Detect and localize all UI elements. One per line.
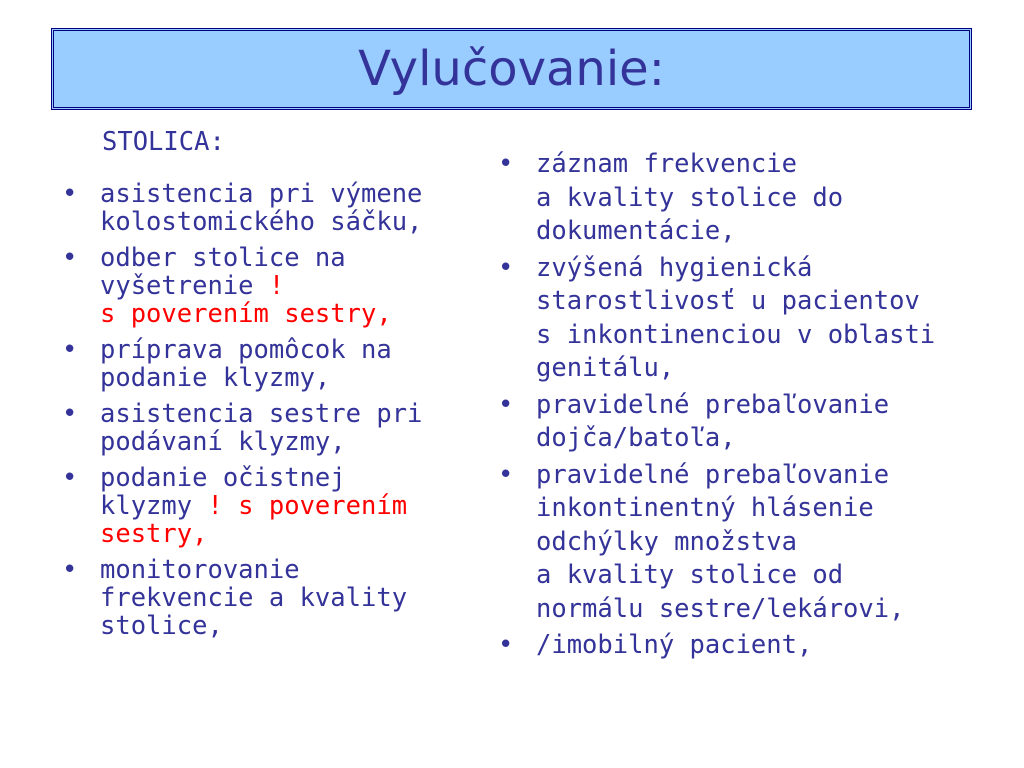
item-line: [100, 464, 482, 492]
bullet-icon: •: [62, 399, 78, 429]
item-line: [100, 208, 482, 236]
item-line: [536, 422, 978, 456]
item-text: zvýšená hygienická: [536, 252, 813, 283]
item-text: pravidelné prebaľovanie: [536, 459, 890, 490]
item-text: asistencia sestre pri: [100, 399, 423, 429]
bullet-icon: •: [62, 555, 78, 585]
right-list-item: [498, 629, 978, 663]
item-line: [536, 182, 978, 216]
item-line: [100, 244, 482, 272]
item-text: monitorovanie: [100, 555, 300, 585]
item-line: [100, 612, 482, 640]
item-text: kolostomického sáčku,: [100, 207, 423, 237]
highlight-text: sestry,: [100, 519, 208, 549]
item-text: a kvality stolice do: [536, 182, 844, 213]
bullet-icon: •: [62, 335, 78, 365]
title-box: [51, 28, 972, 110]
item-line: [536, 252, 978, 286]
right-list-item: [498, 148, 978, 249]
item-line: [100, 364, 482, 392]
bullet-icon: •: [498, 149, 514, 179]
highlight-text: s poverením sestry,: [100, 299, 392, 329]
section-heading: STOLICA:: [102, 127, 225, 157]
item-text: záznam frekvencie: [536, 149, 797, 179]
item-line: [536, 629, 978, 663]
item-text: odber stolice na: [100, 243, 346, 273]
left-list-item: [62, 556, 482, 640]
bullet-icon: •: [62, 243, 78, 273]
item-line: [536, 459, 978, 493]
bullet-icon: •: [498, 630, 514, 660]
item-text: stolice,: [100, 611, 223, 641]
item-line: [536, 215, 978, 249]
item-line: [100, 492, 482, 520]
item-line: [100, 300, 482, 328]
item-line: [536, 389, 978, 423]
left-bullet-list: [62, 180, 482, 640]
item-line: [100, 272, 482, 300]
item-text: genitálu,: [536, 353, 675, 383]
item-text: dojča/batoľa,: [536, 423, 736, 453]
item-text: podanie očistnej: [100, 463, 346, 493]
item-line: [100, 584, 482, 612]
bullet-icon: •: [498, 459, 514, 490]
item-text: vyšetrenie: [100, 271, 269, 301]
item-line: [536, 593, 978, 627]
item-text: frekvencie a kvality: [100, 583, 408, 613]
item-text: odchýlky množstva: [536, 526, 797, 557]
right-column: [498, 148, 978, 666]
item-line: [536, 352, 978, 386]
item-line: [536, 148, 978, 182]
item-line: [100, 180, 482, 208]
left-column: [62, 128, 482, 648]
item-text: asistencia pri výmene: [100, 179, 423, 209]
left-list-item: [62, 180, 482, 236]
item-text: /imobilný pacient,: [536, 630, 813, 660]
slide-title: Vylučovanie:: [358, 41, 665, 97]
right-list-item: [498, 252, 978, 386]
left-list-item: [62, 336, 482, 392]
bullet-icon: •: [498, 252, 514, 283]
right-bullet-list: [498, 148, 978, 663]
item-text: pravidelné prebaľovanie: [536, 389, 890, 420]
item-text: normálu sestre/lekárovi,: [536, 593, 905, 624]
highlight-text: ! s poverením: [207, 491, 408, 521]
item-text: príprava pomôcok na: [100, 335, 392, 365]
item-text: klyzmy: [100, 491, 208, 521]
item-text: dokumentácie,: [536, 216, 736, 246]
left-list-item: [62, 464, 482, 548]
item-line: [100, 520, 482, 548]
item-text: podanie klyzmy,: [100, 363, 331, 393]
left-list-item: [62, 400, 482, 456]
item-line: [536, 559, 978, 593]
item-line: [536, 492, 978, 526]
highlight-text: !: [268, 271, 285, 301]
bullet-icon: •: [62, 463, 78, 493]
item-line: [536, 526, 978, 560]
left-list-item: [62, 244, 482, 328]
item-line: [100, 556, 482, 584]
item-line: [100, 428, 482, 456]
bullet-icon: •: [498, 389, 514, 420]
right-list-item: [498, 459, 978, 627]
item-text: s inkontinenciou v oblasti: [536, 319, 936, 350]
item-text: starostlivosť u pacientov: [536, 286, 920, 316]
item-text: inkontinentný hlásenie: [536, 493, 874, 523]
item-line: [100, 400, 482, 428]
item-line: [536, 319, 978, 353]
item-line: [536, 285, 978, 319]
item-text: a kvality stolice od: [536, 560, 844, 590]
item-line: [100, 336, 482, 364]
item-text: podávaní klyzmy,: [100, 427, 346, 457]
right-list-item: [498, 389, 978, 456]
bullet-icon: •: [62, 179, 78, 209]
